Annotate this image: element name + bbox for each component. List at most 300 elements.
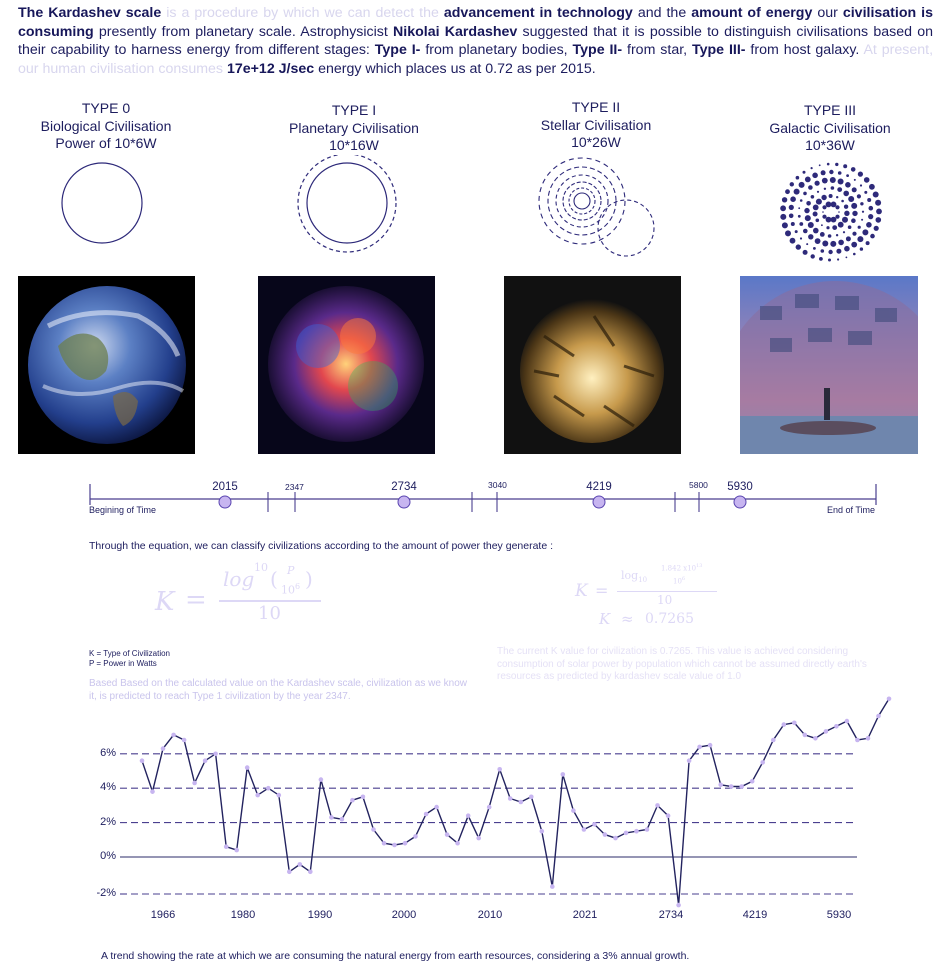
data-point <box>287 870 292 875</box>
galaxy-dot <box>790 196 796 202</box>
intro-text: suggested that it is possible to distinguish civilisations based on their capability to harness energy from different stages: <box>18 23 933 58</box>
galaxy-dot <box>844 205 848 209</box>
data-point <box>771 738 776 743</box>
data-point <box>319 777 324 782</box>
galaxy-dot <box>836 249 841 254</box>
x-tick-label: 2010 <box>477 909 503 921</box>
galaxy-dot <box>805 215 811 221</box>
data-point <box>571 808 576 813</box>
galaxy-dot <box>819 164 821 166</box>
formula-equals: = <box>185 585 207 615</box>
galaxy-dot <box>790 182 794 186</box>
formula2-den-exponent: 6 <box>681 576 686 582</box>
galaxy-dot <box>862 211 864 213</box>
galaxy-dot <box>822 178 828 184</box>
data-point <box>687 758 692 763</box>
data-point <box>624 831 629 836</box>
data-point <box>140 758 145 763</box>
formula2-den-text: 10 <box>673 577 682 586</box>
galaxy-dot <box>853 253 856 256</box>
type-1-orbit-icon <box>298 155 396 252</box>
galaxy-dot <box>851 167 856 172</box>
timeline-small-label: 5800 <box>689 480 708 490</box>
galaxy-dot <box>816 219 820 223</box>
data-point <box>603 832 608 837</box>
galaxy-dot <box>857 194 861 198</box>
galaxy-dot <box>828 250 832 254</box>
data-point <box>550 884 555 889</box>
formula2-fraction-bar <box>617 591 717 592</box>
galaxy-dot <box>817 191 819 193</box>
galaxy-dot <box>845 182 851 188</box>
data-point <box>729 784 734 789</box>
galaxy-dot <box>831 217 837 223</box>
data-point <box>413 834 418 839</box>
galaxy-dot <box>848 196 854 202</box>
intro-bold: Nikolai Kardashev <box>393 23 518 40</box>
earth-image <box>18 276 195 454</box>
data-point <box>245 765 250 770</box>
galaxy-dot <box>803 171 806 174</box>
galaxy-dot <box>808 222 814 228</box>
data-point <box>266 786 271 791</box>
galaxy-dot <box>866 241 870 245</box>
intro-text: is a procedure by which we can detect the <box>161 5 444 21</box>
nebula-image <box>258 276 435 454</box>
formula2-k-second: K <box>599 610 611 628</box>
type-subtitle: Galactic Civilisation <box>769 119 891 136</box>
formula-p: P <box>287 564 295 577</box>
intro-bold: civilisation is consuming <box>18 5 933 40</box>
data-point <box>361 795 366 800</box>
galaxy-dot <box>869 184 875 190</box>
galaxy-dot <box>860 184 862 186</box>
x-tick-label: 2000 <box>391 909 417 921</box>
data-point <box>182 738 187 743</box>
data-point <box>529 795 534 800</box>
formula2-num-exponent: 13 <box>696 563 703 569</box>
galaxy-dot <box>870 234 875 239</box>
galactic-city-image <box>740 276 918 454</box>
galaxy-dot <box>822 241 828 247</box>
galaxy-dot <box>799 222 803 226</box>
formula2-k-value: 0.7265 <box>645 611 694 627</box>
galaxy-dot <box>835 205 839 209</box>
galaxy-dot <box>780 205 786 211</box>
data-point <box>298 862 303 867</box>
x-tick-label: 1980 <box>230 909 256 921</box>
galaxy-dot <box>813 205 819 211</box>
data-point <box>434 805 439 810</box>
galaxy-dot <box>819 257 823 261</box>
timeline-small-label: 2347 <box>285 482 304 492</box>
galaxy-dot <box>799 182 805 188</box>
galaxy-dot <box>860 247 863 250</box>
type-power: 10*16W <box>329 137 379 153</box>
intro-text: from host galaxy. <box>745 42 864 58</box>
formula2-log <box>621 569 647 584</box>
x-tick-label: 4219 <box>742 909 768 921</box>
formula2-num-text: 1.842 x10 <box>661 564 697 573</box>
formula2-approx: ≈ <box>621 610 634 628</box>
data-point <box>824 729 829 734</box>
type-title: TYPE II <box>571 99 621 115</box>
galaxy-dot <box>805 177 811 183</box>
data-point <box>150 789 155 794</box>
galaxy-dot <box>829 170 833 174</box>
galaxy-dot <box>836 234 838 236</box>
galaxy-dot <box>821 170 826 175</box>
galaxy-dot <box>813 228 819 234</box>
type-0-heading <box>6 100 206 153</box>
galaxy-dot <box>843 191 849 197</box>
galaxy-dot <box>846 257 848 259</box>
galaxy-dot <box>858 226 861 229</box>
galaxy-dot <box>868 214 873 219</box>
intro-term: The Kardashev scale <box>18 5 162 21</box>
data-point <box>666 813 671 818</box>
data-point <box>613 836 618 841</box>
galaxy-dot <box>841 200 844 203</box>
type-icons <box>0 155 949 270</box>
galaxy-dot <box>796 176 800 180</box>
data-point <box>161 746 166 751</box>
milestone-dot-5930 <box>734 496 746 508</box>
galaxy-dot <box>795 230 798 233</box>
galaxy-dot <box>796 244 801 249</box>
data-point <box>382 841 387 846</box>
equation-intro: Through the equation, we can classify civilizations according to the amount of power they generate : <box>89 540 554 552</box>
type-2-dyson-icon <box>539 158 654 256</box>
galaxy-dot <box>821 249 825 253</box>
data-point <box>866 736 871 741</box>
type-power: 10*26W <box>571 134 621 150</box>
formula-ten <box>281 582 300 597</box>
galaxy-dot <box>803 229 808 234</box>
galaxy-dot <box>789 214 794 219</box>
galaxy-dot <box>838 171 842 175</box>
galaxy-dot <box>808 185 813 190</box>
formula-fraction-bar <box>219 600 321 602</box>
data-point <box>497 767 502 772</box>
galaxy-dot <box>831 202 837 208</box>
data-point <box>655 803 660 808</box>
formula-ten-base: 10 <box>281 583 295 597</box>
galaxy-dot <box>815 238 821 244</box>
galaxy-dot <box>860 202 863 205</box>
galaxy-dot <box>842 217 848 223</box>
galaxy-dot <box>832 225 837 230</box>
formula-denominator: 10 <box>258 603 281 624</box>
timeline-start-label: Begining of Time <box>89 505 157 515</box>
formula-log: log <box>223 567 255 591</box>
galaxy-dot <box>838 222 844 228</box>
galaxy-dot <box>804 208 809 213</box>
data-point <box>519 800 524 805</box>
data-point <box>760 760 765 765</box>
intro-bold: advancement in technology <box>443 5 633 21</box>
galaxy-dot <box>789 205 794 210</box>
galaxy-dot <box>838 240 844 246</box>
type-power: Power of 10*6W <box>55 135 157 151</box>
galaxy-dot <box>824 188 826 190</box>
formula2-log-text: log <box>621 569 639 582</box>
data-point <box>708 743 713 748</box>
galaxy-dot <box>827 163 830 166</box>
galaxy-dot <box>846 236 851 241</box>
data-point <box>845 719 850 724</box>
galaxy-dot <box>876 209 882 215</box>
galaxy-dot <box>864 177 870 183</box>
type-title: TYPE 0 <box>81 100 131 116</box>
timeline-small-label: 3040 <box>488 480 507 490</box>
galaxy-dot <box>826 226 829 229</box>
data-point <box>224 844 229 849</box>
x-tick-label: 1966 <box>150 909 176 921</box>
galaxy-dot <box>798 207 800 209</box>
data-point <box>782 722 787 727</box>
formula2-numerator <box>661 563 703 572</box>
series-line <box>142 699 889 905</box>
data-point <box>192 781 197 786</box>
galaxy-dot <box>813 212 818 217</box>
galaxy-dot <box>800 237 802 239</box>
data-point <box>392 843 397 848</box>
type-subtitle: Planetary Civilisation <box>289 119 419 136</box>
galaxy-dot <box>861 219 863 221</box>
galaxy-dot <box>864 191 867 194</box>
galaxy-dot <box>826 202 832 208</box>
intro-text: from star, <box>622 42 692 58</box>
milestone-dot-4219 <box>593 496 605 508</box>
galaxy-dot <box>816 199 822 205</box>
galaxy-dot <box>837 187 842 192</box>
type-title: TYPE III <box>803 102 857 118</box>
intro-text: presently from planetary scale. Astrophysicist <box>93 23 394 40</box>
type-1-heading <box>254 102 454 155</box>
galaxy-dot <box>798 215 801 218</box>
data-point <box>803 733 808 738</box>
galaxy-dot <box>830 241 836 247</box>
galaxy-dot <box>835 215 839 219</box>
data-point <box>171 733 176 738</box>
type-0-circle-icon <box>62 163 142 243</box>
galaxy-dot <box>822 205 826 209</box>
galaxy-dot <box>852 211 857 216</box>
galaxy-dot <box>806 243 808 245</box>
y-tick-label: 4% <box>100 781 116 794</box>
data-point <box>540 829 545 834</box>
galaxy-dot <box>830 177 836 183</box>
data-point <box>855 738 860 743</box>
milestone-dot-2015 <box>219 496 231 508</box>
data-point <box>203 758 208 763</box>
y-tick-label: -2% <box>96 887 116 899</box>
galaxy-dot <box>862 229 868 235</box>
type-subtitle: Stellar Civilisation <box>540 116 652 133</box>
timeline-end-label: End of Time <box>827 505 876 515</box>
galaxy-dot <box>821 195 826 200</box>
legend-k: K = Type of Civilization <box>89 649 171 658</box>
galaxy-dot <box>822 215 826 219</box>
x-tick-label: 2021 <box>572 909 598 921</box>
intro-text: energy which places us at 0.72 as per 2015. <box>314 60 596 77</box>
galaxy-dot <box>876 217 882 223</box>
data-point <box>876 714 881 719</box>
formula-log-superscript: 10 <box>254 561 268 574</box>
data-point <box>466 813 471 818</box>
formula2-inner-den <box>673 576 685 585</box>
data-point <box>697 745 702 750</box>
data-point <box>718 783 723 788</box>
energy-trend-chart <box>0 680 949 930</box>
data-point <box>634 829 639 834</box>
intro-text: our <box>812 5 843 21</box>
chart-caption: A trend showing the rate at which we are consuming the natural energy from earth resources, considering a 3% annual growth. <box>101 950 690 962</box>
intro-bold: Type I- <box>374 42 421 58</box>
galaxy-dot <box>828 234 832 238</box>
type-3-galaxy-icon <box>780 163 882 262</box>
legend-p: P = Power in Watts <box>89 659 157 668</box>
prediction-note: Based Based on the calculated value on the Kardashev scale, civilization as we know it, is predicted to reach Type 1 civilization by the year 2347. <box>89 678 468 702</box>
type-3-heading <box>730 102 930 155</box>
data-point <box>403 841 408 846</box>
galaxy-dot <box>869 206 874 211</box>
intro-text: and the <box>632 5 692 21</box>
data-point <box>277 793 282 798</box>
timeline-label: 2015 <box>212 481 238 493</box>
data-point <box>813 736 818 741</box>
galaxy-dot <box>838 211 840 213</box>
galaxy-dot <box>866 222 872 228</box>
galaxy-dot <box>844 211 849 216</box>
galaxy-dot <box>821 224 823 226</box>
galaxy-dot <box>785 230 791 236</box>
y-tick-label: 2% <box>100 815 116 828</box>
galaxy-dot <box>785 189 790 194</box>
galaxy-dot <box>875 200 881 206</box>
galaxy-dot <box>835 163 838 166</box>
y-tick-label: 6% <box>100 746 116 759</box>
data-point <box>676 903 681 908</box>
intro-text: from planetary bodies, <box>420 42 573 58</box>
galaxy-dot <box>851 203 857 209</box>
galaxy-dot <box>858 172 863 177</box>
data-point <box>508 796 513 801</box>
timeline-label: 5930 <box>727 481 753 493</box>
galaxy-dot <box>780 214 786 220</box>
k-value-formula <box>575 563 735 633</box>
galaxy-dot <box>782 197 787 202</box>
galaxy-dot <box>815 181 820 186</box>
data-point <box>561 772 566 777</box>
galaxy-dot <box>812 173 818 179</box>
current-k-note: The current K value for civilization is 0.7265. This value is achieved considering consumption of solar power by population which cannot be assumed directly earth's resources as predicted by kardashev scale value of 1.0 <box>497 646 867 682</box>
formula-legend <box>89 649 170 669</box>
type-2-heading <box>496 99 696 152</box>
galaxy-dot <box>791 222 795 226</box>
galaxy-dot <box>852 232 856 236</box>
data-point <box>308 870 313 875</box>
data-point <box>255 793 260 798</box>
galaxy-dot <box>800 199 803 202</box>
formula2-equals: = <box>595 581 609 600</box>
galaxy-dot <box>806 201 811 206</box>
data-point <box>234 848 239 853</box>
galaxy-dot <box>822 211 824 213</box>
dyson-sphere-image <box>504 276 681 454</box>
formula-k: K <box>155 587 175 617</box>
data-point <box>455 841 460 846</box>
timeline-label: 4219 <box>586 481 612 493</box>
data-point <box>424 812 429 817</box>
data-point <box>834 724 839 729</box>
galaxy-dot <box>831 186 835 190</box>
type-power: 10*36W <box>805 137 855 153</box>
galaxy-dot <box>851 242 857 248</box>
galaxy-dot <box>794 189 800 195</box>
data-point <box>739 784 744 789</box>
y-tick-label: 0% <box>100 850 116 862</box>
x-tick-label: 1990 <box>307 909 333 921</box>
milestone-dot-2734 <box>398 496 410 508</box>
formula-close-paren: ) <box>305 567 313 591</box>
galaxy-dot <box>852 187 857 192</box>
galaxy-dot <box>811 254 815 258</box>
intro-bold: 17e+12 J/sec <box>226 60 315 77</box>
data-point <box>476 836 481 841</box>
galaxy-dot <box>836 196 838 198</box>
galaxy-dot <box>837 258 839 260</box>
data-point <box>887 697 892 702</box>
galaxy-dot <box>846 174 849 177</box>
galaxy-dot <box>808 234 813 239</box>
galaxy-dot <box>820 232 825 237</box>
intro-bold: Type II- <box>572 42 623 58</box>
data-point <box>582 827 587 832</box>
formula2-log-sub: 10 <box>638 576 648 585</box>
data-point <box>445 832 450 837</box>
intro-text: At present, our human civilisation consumes <box>18 42 934 77</box>
data-point <box>792 721 797 726</box>
intro-bold: amount of energy <box>691 5 813 21</box>
galaxy-dot <box>803 250 808 255</box>
galaxy-dot <box>843 164 847 168</box>
data-point <box>329 815 334 820</box>
galaxy-dot <box>874 226 879 231</box>
x-tick-label: 2734 <box>658 909 684 921</box>
formula2-k: K <box>575 581 588 601</box>
formula2-denominator: 10 <box>657 593 673 607</box>
type-subtitle: Biological Civilisation <box>40 117 172 134</box>
data-point <box>750 779 755 784</box>
galaxy-dot <box>873 192 879 198</box>
kardashev-formula <box>155 561 355 625</box>
data-point <box>487 805 492 810</box>
x-tick-label: 5930 <box>826 909 852 921</box>
galaxy-dot <box>829 194 833 198</box>
galaxy-dot <box>782 222 788 228</box>
data-point <box>340 817 345 822</box>
galaxy-dot <box>838 179 844 185</box>
galaxy-dot <box>854 179 856 181</box>
galaxy-dot <box>803 192 807 196</box>
galaxy-dot <box>790 238 796 244</box>
galaxy-dot <box>811 167 813 169</box>
galaxy-dot <box>851 218 856 223</box>
galaxy-dot <box>828 259 831 262</box>
galaxy-dot <box>811 195 815 199</box>
